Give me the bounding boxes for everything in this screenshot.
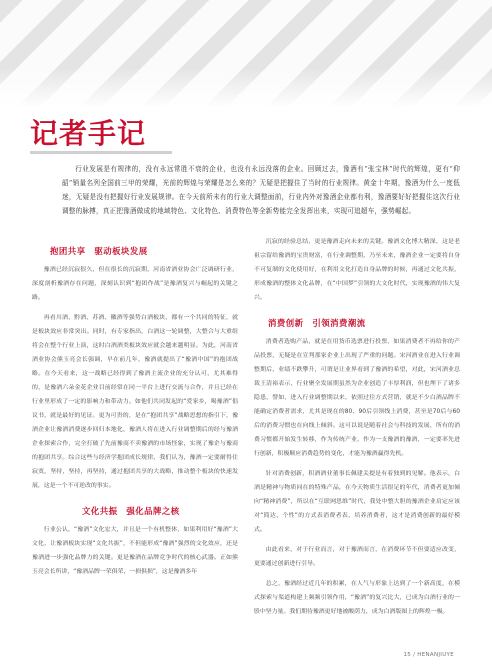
section-3-paragraph-2: 针对消费创新，积酒酒业董事长佩建关提是有着独到的见解。他表示，白酒是精神与物质同在的特殊产品，在今天物质生活很足的年代，消费者更加倾向“精神消费”，所以在“互联网思维”时代，我处中整大胆的豫酒企业肩定应该对“简达、个性”的方式表消费者表、培养消费者，这才是消费创新的最好模式。 — [254, 471, 460, 533]
left-column — [32, 235, 238, 579]
section-heading-1: 抱团共享 驱动板块发展 — [50, 246, 148, 256]
page-footer: 15 / HENANJIUYE — [403, 652, 454, 658]
section-3-paragraph-4: 总之，豫酒经过近几年的积累，在人气与形象上达到了一个新高度，在模式探索与渠道构建上频频引领作用，“豫酒”的复兴比大，已成为白酒行业的一股中坚力量。我们期待豫酒更好地被酸荫力，成为白酒版图上的辉煌一极。 — [254, 581, 460, 615]
section-1-paragraph-2: 再看川酒、黔酒、苏酒、徽酒等强势白酒板块，都有一个共同的特征，就是板块效应非常突出。同时，有专家指出，白酒这一轮调整，大整合与大重组将会在整个行业上演，这时白酒酒类板块效应就会越来越明显。为此，河南省酒业协会熊玉亮会长强调，早在前几年，豫酒就提出了“豫酒中国”的抱团战略。在今天看来，这一战略已经得到了豫酒主流企业的充分认可，尤其难得的，是豫酒六朵金花企业目前经常在同一平台上进行交流与合作，并且已经在行业里形成了一定的影响力和带动力。如他们共同发起的“爱家乡，喝豫酒”倡议书，就是最好的见证。更为可贵的，是在“抱团共享”战略思想的指引下，豫酒企业让豫酒消费逐步回归本地化，豫酒人将在进入行业调整期后的经与豫酒企业探索合作，完全打破了先前豫商不卖豫酒的市场怪象，实现了豫企与豫商的抱团共享。综合这些与经济学抱团成长规律，我们认为，豫酒一定要耐得住寂寞，坚持，坚持，再坚持，通过抱团共享的大战略，推动整个板块的快速发展，这是一个不可逆改的事实。 — [32, 315, 238, 489]
section-3-paragraph-1: 消费者选购产品，就是在用货币选票进行投票，如果消费者不再给你的产品投票，无疑是在宣判那家企业上出现了严重的问题。宋河酒业在进入行业调整期后，业绩不跌攀升，可谓是让业界看到了豫酒的希望，对此，宋河酒业总裁王清裕表示，行业聚全发展期虽然为企业创造了丰厚利润，但也埋下了诸多隐患，譬如，进入行业调整期以来，依照过往方式营销，就是不少白酒品牌不能确定消费者需求，尤其是现在的80、90后引领线上消费，甚至是70后与60后的消费习惯也在向线上倾斜。这可以说是随着社会与科技的发展，所有的消费习惯都开始发生转移，作为传统产业，作为一支豫酒的豫酒，一定要率先进行创新，积极顺应消费趋势的变化，才能为豫酒赢得先机。 — [254, 339, 460, 457]
section-3-paragraph-3: 由此看来，对于行业而言，对于豫酒而言，在消费环节不但要适应改变，更要通过创新进行引导。 — [254, 547, 460, 567]
page-title: 记者手记 — [30, 117, 147, 150]
intro-paragraph: 行业发展是有规律的，没有永远常胜不衰的企业，也没有永远没落的企业。回顾过去，豫酒有“张宝林”时代的辉煌，更有“仰韶”销量名列全国前三甲的荣耀，光前的辉煌与荣耀是怎么来的？无疑是把握住了当时的行业规律。黄金十年期，豫酒为什么一度低迷，无疑是没有把握好行业发展规律。在今天前所未有的行业大调整面前，行业内外对豫酒企业都有利，豫酒要好好把握住这次行业调整的脉搏，真正把豫酒做成的地域特色、文化特色、消费特色等全新势能完全发挥出来，实现可追超车，强势崛起。 — [62, 165, 460, 215]
header-stripe-pattern — [0, 0, 492, 108]
section-1-paragraph-1: 豫酒已经沉寂很久，但在很长的沉寂期，河南省酒业协会广泛调研行业，深度剖析豫酒存在问题，深刻认识到“抱团作战”是豫酒复兴与崛起的关键之路。 — [32, 267, 238, 301]
section-heading-3: 消费创新 引领消费潮流 — [268, 318, 366, 328]
title-underline — [30, 151, 172, 154]
section-2-paragraph-1: 行业公认，“豫酒”文化宏大，并且是一个有机整体，如果利用好“豫酒”大文化，让豫酒板块实现“文化共振”，不但能形成“豫酒”强烈的文化效应，还是豫酒进一步强化品牌力的关键。更是豫酒在品牌竞争时代的核心武器。正如熊玉亮会长所讲，“豫酒品牌一荣俱荣，一损俱损”，这是豫酒多年 — [32, 527, 238, 575]
section-2-continuation: 沉寂的经验总结，更是豫酒走向未来的关键。豫酒文化博大精深，这是老祖宗留给豫酒的宝贵财富，在行业调整期，乃至未来，豫酒企业一定要将自身不可复制的文化使用好，在利用文化打造自身品牌的时候，再通过文化共振，形成豫酒的整体文化品牌，在“中国梦”引领的大文化时代，实现豫酒的伟大复兴。 — [254, 239, 460, 301]
right-column — [254, 235, 460, 619]
section-heading-2: 文化共振 强化品牌之核 — [82, 506, 180, 516]
